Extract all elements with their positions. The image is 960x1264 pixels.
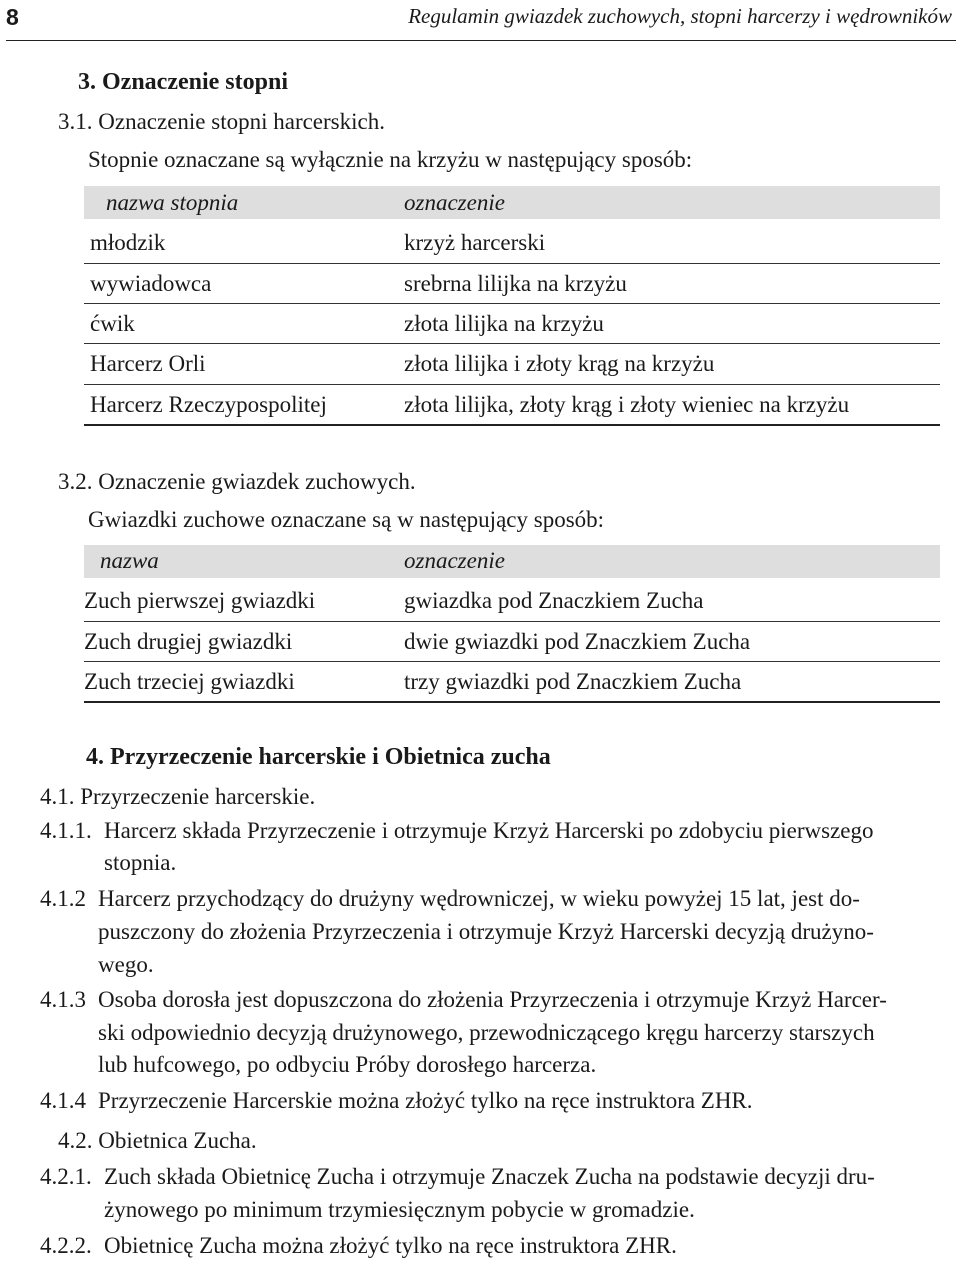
paragraph-line: Obietnicę Zucha można złożyć tylko na ręce instruktora ZHR. <box>104 1233 677 1258</box>
section-3-1-intro: Stopnie oznaczane są wyłącznie na krzyżu w następujący sposób: <box>88 147 693 172</box>
table-row-rule <box>84 621 940 622</box>
table-cell-mark: złota lilijka i złoty krąg na krzyżu <box>404 351 715 376</box>
page-number: 8 <box>6 4 19 30</box>
table-cell-name: Harcerz Rzeczypospolitej <box>90 392 327 417</box>
section-3-2-heading: 3.2. Oznaczenie gwiazdek zuchowych. <box>58 469 416 494</box>
paragraph-line: Przyrzeczenie Harcerskie można złożyć tylko na ręce instruktora ZHR. <box>98 1088 753 1113</box>
table-cell-name: Zuch drugiej gwiazdki <box>84 629 293 654</box>
table-cell-mark: złota lilijka, złoty krąg i złoty wieniec na krzyżu <box>404 392 850 417</box>
table-cell-mark: dwie gwiazdki pod Znaczkiem Zucha <box>404 629 751 654</box>
paragraph-line: stopnia. <box>104 850 177 875</box>
table-bottom-rule <box>84 701 940 703</box>
section-4-heading: 4. Przyrzeczenie harcerskie i Obietnica zucha <box>86 744 551 770</box>
table-header-name: nazwa <box>100 548 159 573</box>
paragraph-line: Zuch składa Obietnicę Zucha i otrzymuje Znaczek Zucha na podstawie decyzji dru- <box>104 1164 875 1189</box>
table-cell-mark: złota lilijka na krzyżu <box>404 311 604 336</box>
table-header-shade <box>84 545 940 578</box>
table-cell-name: Zuch pierwszej gwiazdki <box>84 588 316 613</box>
section-4-2-heading: 4.2. Obietnica Zucha. <box>58 1128 257 1153</box>
table-row-rule <box>84 661 940 662</box>
table-cell-mark: krzyż harcerski <box>404 230 546 255</box>
table-row-rule <box>84 303 940 304</box>
table-header-mark: oznaczenie <box>404 190 505 215</box>
paragraph-number: 4.2.2. <box>40 1233 92 1258</box>
paragraph-line: ski odpowiednio decyzją drużynowego, przewodniczącego kręgu harcerzy starszych <box>98 1020 875 1045</box>
paragraph-line: puszczony do złożenia Przyrzeczenia i otrzymuje Krzyż Harcerski decyzją drużyno- <box>98 919 874 944</box>
paragraph-number: 4.1.4 <box>40 1088 86 1113</box>
section-3-heading: 3. Oznaczenie stopni <box>78 69 288 95</box>
table-cell-name: ćwik <box>90 311 135 336</box>
table-header-mark: oznaczenie <box>404 548 505 573</box>
paragraph-line: Osoba dorosła jest dopuszczona do złożenia Przyrzeczenia i otrzymuje Krzyż Harcer- <box>98 987 887 1012</box>
paragraph-line: wego. <box>98 952 154 977</box>
paragraph-line: Harcerz składa Przyrzeczenie i otrzymuje Krzyż Harcerski po zdobyciu pierwszego <box>104 818 874 843</box>
table-bottom-rule <box>84 424 940 426</box>
paragraph-number: 4.2.1. <box>40 1164 92 1189</box>
section-3-2-intro: Gwiazdki zuchowe oznaczane są w następujący sposób: <box>88 507 605 532</box>
running-header-title: Regulamin gwiazdek zuchowych, stopni harcerzy i wędrowników <box>408 4 952 28</box>
paragraph-number: 4.1.1. <box>40 818 92 843</box>
section-4-1-heading: 4.1. Przyrzeczenie harcerskie. <box>40 784 316 809</box>
table-cell-name: wywiadowca <box>90 271 212 296</box>
paragraph-line: lub hufcowego, po odbyciu Próby dorosłego harcerza. <box>98 1052 597 1077</box>
header-rule <box>6 40 956 41</box>
table-row-rule <box>84 263 940 264</box>
section-3-1-heading: 3.1. Oznaczenie stopni harcerskich. <box>58 109 385 134</box>
paragraph-line: Harcerz przychodzący do drużyny wędrowniczej, w wieku powyżej 15 lat, jest do- <box>98 886 860 911</box>
table-cell-name: Harcerz Orli <box>90 351 206 376</box>
table-row-rule <box>84 384 940 385</box>
paragraph-line: żynowego po minimum trzymiesięcznym pobycie w gromadzie. <box>104 1197 695 1222</box>
table-cell-mark: trzy gwiazdki pod Znaczkiem Zucha <box>404 669 742 694</box>
table-header-name: nazwa stopnia <box>106 190 239 215</box>
table-cell-mark: gwiazdka pod Znaczkiem Zucha <box>404 588 704 613</box>
table-row-rule <box>84 343 940 344</box>
table-cell-name: Zuch trzeciej gwiazdki <box>84 669 295 694</box>
table-cell-mark: srebrna lilijka na krzyżu <box>404 271 627 296</box>
paragraph-number: 4.1.3 <box>40 987 86 1012</box>
table-cell-name: młodzik <box>90 230 166 255</box>
paragraph-number: 4.1.2 <box>40 886 86 911</box>
